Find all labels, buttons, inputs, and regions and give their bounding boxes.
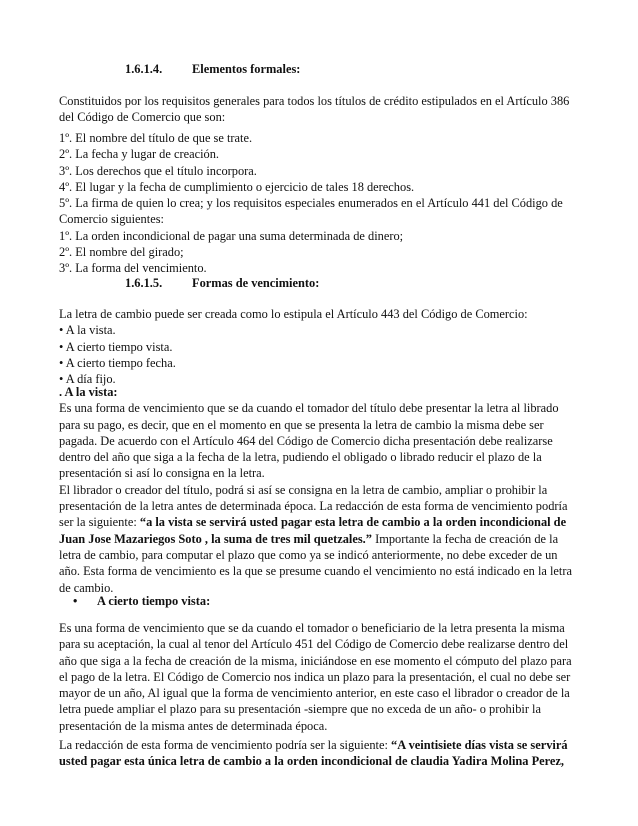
text-line: presentación de la misma antes de determinada época. <box>59 718 328 733</box>
text-run: La redacción de esta forma de vencimiento podría ser la siguiente: <box>59 738 392 752</box>
text-line: dentro del año que siga a la fecha de la letra, pudiendo el obligado o librado reducir el plazo de la <box>59 450 542 465</box>
text-line: del Código de Comercio que son: <box>59 110 226 125</box>
text-line: para su aceptación, la cual al tenor del Artículo 451 del Código de Comercio debe realizarse dentro del <box>59 637 569 652</box>
text-line: mayor de un año, Al igual que la forma de vencimiento anterior, en este caso el librador o creador de la <box>59 686 570 701</box>
list-item: 2º. La fecha y lugar de creación. <box>59 147 220 162</box>
paragraph-requisitos-generales <box>59 93 581 126</box>
subsection-heading-cierto-tiempo-vista <box>73 593 210 609</box>
text-line: presentación si así lo consigna en la letra. <box>59 466 265 481</box>
subsection-title: . A la vista: <box>59 385 118 399</box>
text-line <box>59 737 581 753</box>
section-title: Elementos formales: <box>192 62 301 76</box>
list-item: 2º. El nombre del girado; <box>59 245 184 260</box>
quote-example: “a la vista se servirá usted pagar esta letra de cambio a la orden incondicional de <box>139 515 567 530</box>
text-line: Constituidos por los requisitos generales para todos los títulos de crédito estipulados en el Artículo 386 <box>59 94 570 108</box>
text-line: año. Esta forma de vencimiento es la que se presume cuando el vencimiento no está indicado en la letra <box>59 564 572 579</box>
quote-example: Juan Jose Mazariegos Soto , la suma de tres mil quetzales.” <box>59 531 372 546</box>
text-line: El librador o creador del título, podrá si así se consigna en la letra de cambio, ampliar o prohibir la <box>59 482 548 497</box>
text-line: para su pago, es decir, que en el momento en que se presenta la letra de cambio la misma debe ser <box>59 417 544 432</box>
list-formas-vencimiento <box>59 306 581 387</box>
list-item: Comercio siguientes: <box>59 212 164 227</box>
list-item: 5º. La firma de quien lo crea; y los requisitos especiales enumerados en el Artículo 441 del Código de <box>59 196 563 211</box>
text-line: Es una forma de vencimiento que se da cuando el tomador o beneficiario de la letra presenta la misma <box>59 621 565 635</box>
list-requisitos <box>59 130 581 277</box>
list-item: 1º. La orden incondicional de pagar una suma determinada de dinero; <box>59 228 404 243</box>
subsection-a-la-vista <box>59 384 581 596</box>
section-heading-elementos-formales <box>125 61 300 77</box>
paragraph-redaccion-ejemplo <box>59 737 581 770</box>
list-item: • A día fijo. <box>59 372 116 387</box>
list-item: • A cierto tiempo fecha. <box>59 355 176 370</box>
text-line: La letra de cambio puede ser creada como lo estipula el Artículo 443 del Código de Comercio: <box>59 307 528 321</box>
bullet-icon: • <box>73 594 78 608</box>
text-run: Importante la fecha de creación de la <box>371 531 559 546</box>
text-line <box>59 531 581 547</box>
paragraph-cierto-tiempo-vista <box>59 620 581 734</box>
text-line <box>59 514 581 530</box>
section-number: 1.6.1.4. <box>125 62 163 76</box>
subsection-title: A cierto tiempo vista: <box>97 594 211 608</box>
text-line: Es una forma de vencimiento que se da cuando el tomador del título debe presentar la letra al librado <box>59 401 559 416</box>
list-item: 4º. El lugar y la fecha de cumplimiento o ejercicio de tales 18 derechos. <box>59 179 415 194</box>
text-line: letra de cambio, para computar el plazo que como ya se indicó anteriormente, no debe exceder de un <box>59 547 558 562</box>
text-line: presentación de la letra antes de determinada época. La redacción de esta forma de vencimiento podría <box>59 499 568 514</box>
list-item: 1º. El nombre del título de que se trate. <box>59 131 253 145</box>
text-line: pagada. De acuerdo con el Artículo 464 del Código de Comercio dicha presentación debe realizarse <box>59 433 553 448</box>
list-item: 3º. La forma del vencimiento. <box>59 261 207 276</box>
section-heading-formas-vencimiento <box>125 275 319 291</box>
list-item: • A la vista. <box>59 323 116 338</box>
list-item: 3º. Los derechos que el título incorpora. <box>59 163 257 178</box>
section-title: Formas de vencimiento: <box>192 276 320 290</box>
text-line: el pago de la letra. El Código de Comercio nos indica un plazo para la presentación, el cual no debe ser <box>59 669 571 684</box>
text-line: letra puede ampliar el plazo para su presentación -siempre que no exceda de un año- o prohibir la <box>59 702 542 717</box>
text-line: de cambio. <box>59 580 114 595</box>
text-run: ser la siguiente: <box>59 515 140 530</box>
quote-example: “A veintisiete días vista se servirá <box>391 738 568 752</box>
section-number: 1.6.1.5. <box>125 276 163 290</box>
quote-example: usted pagar esta única letra de cambio a la orden incondicional de claudia Yadira Molina Perez, <box>59 754 565 769</box>
list-item: • A cierto tiempo vista. <box>59 339 173 354</box>
text-line: año que siga a la fecha de creación de la misma, iniciándose en ese momento el cómputo del plazo para <box>59 653 572 668</box>
